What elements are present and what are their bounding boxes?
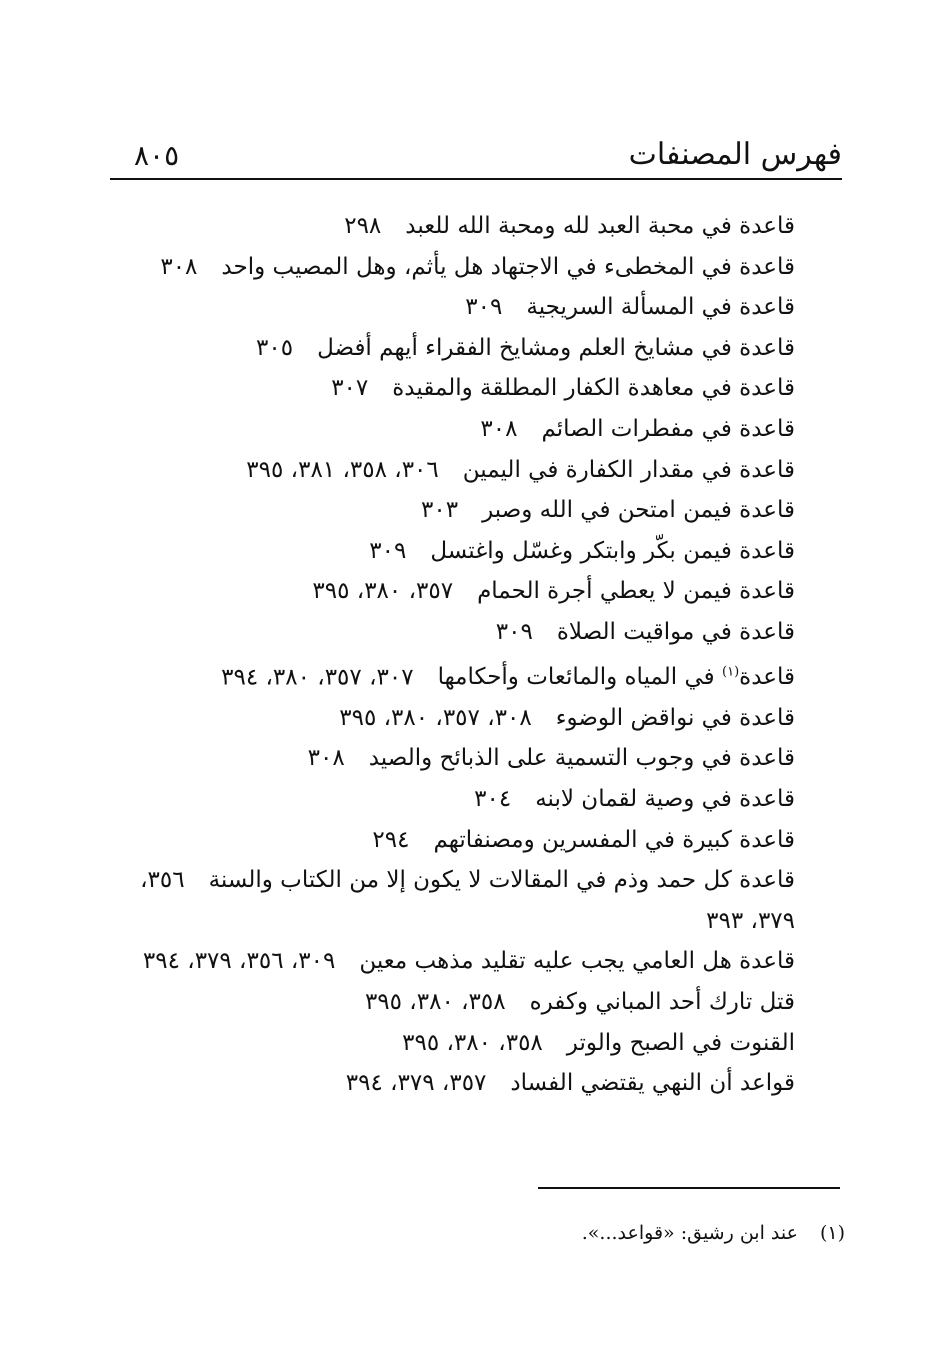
entry-title: قاعدة في محبة العبد لله ومحبة الله للعبد bbox=[405, 213, 795, 239]
entry-title: قاعدة في معاهدة الكفار المطلقة والمقيدة bbox=[392, 375, 795, 402]
entry-pages: ٣٠٩، ٣٥٦، ٣٧٩، ٣٩٤ bbox=[142, 948, 336, 975]
entry-pages: ٣٠٤ bbox=[474, 785, 512, 812]
index-entry bbox=[105, 368, 795, 409]
header-title: فهرس المصنفات bbox=[628, 137, 842, 172]
index-entry bbox=[105, 653, 795, 698]
entry-title-end: في المياه والمائعات وأحكامها bbox=[437, 664, 722, 691]
index-entry bbox=[105, 450, 795, 491]
entry-pages: ٣٠٨ bbox=[480, 415, 518, 442]
footnote bbox=[582, 1222, 845, 1244]
entry-title bbox=[438, 664, 795, 690]
entry-pages: ٣٠٣ bbox=[421, 497, 459, 524]
entry-title: قاعدة في وصية لقمان لابنه bbox=[535, 785, 795, 812]
entry-pages: ٣٠٨ bbox=[307, 745, 345, 772]
entry-pages: ٣٥٦، ٣٧٩، ٣٩٣ bbox=[140, 867, 795, 934]
index-entry bbox=[105, 982, 795, 1023]
entry-title: قاعدة في وجوب التسمية على الذبائح والصيد bbox=[368, 745, 795, 772]
index-entry bbox=[105, 738, 795, 779]
entry-pages: ٣٠٩ bbox=[369, 537, 407, 564]
index-entry bbox=[105, 1023, 795, 1064]
entry-title: قاعدة هل العامي يجب عليه تقليد مذهب معين bbox=[359, 948, 795, 975]
entry-title: قواعد أن النهي يقتضي الفساد bbox=[510, 1070, 795, 1097]
index-entry bbox=[105, 206, 795, 247]
footnote-text: عند ابن رشيق: «قواعد...». bbox=[581, 1222, 798, 1244]
entry-title: قاعدة فيمن بكّر وابتكر وغسّل واغتسل bbox=[430, 537, 795, 564]
index-entry bbox=[105, 612, 795, 653]
entry-pages: ٣٥٧، ٣٧٩، ٣٩٤ bbox=[345, 1070, 487, 1097]
entry-title: قاعدة فيمن امتحن في الله وصبر bbox=[482, 497, 795, 524]
entry-title: قاعدة في مقدار الكفارة في اليمين bbox=[462, 456, 795, 483]
index-entry bbox=[105, 490, 795, 531]
index-entry bbox=[105, 409, 795, 450]
index-entry bbox=[105, 1063, 795, 1104]
entry-title: قاعدة في نواقض الوضوء bbox=[555, 704, 795, 731]
entry-pages: ٣٠٨، ٣٥٧، ٣٨٠، ٣٩٥ bbox=[339, 704, 532, 731]
running-header bbox=[110, 130, 842, 180]
entry-title: قاعدة في مفطرات الصائم bbox=[541, 415, 795, 442]
index-entry bbox=[105, 941, 795, 982]
entry-title: قاعدة في مواقيت الصلاة bbox=[556, 618, 795, 645]
entry-pages: ٢٩٤ bbox=[372, 826, 410, 853]
index-entry bbox=[105, 571, 795, 612]
entry-title: القنوت في الصبح والوتر bbox=[566, 1029, 795, 1056]
index-entry bbox=[105, 287, 795, 328]
index-entry bbox=[105, 860, 795, 941]
entry-pages: ٣٠٩ bbox=[465, 294, 503, 321]
entry-title: قاعدة كل حمد وذم في المقالات لا يكون إلا من الكتاب والسنة bbox=[208, 867, 795, 894]
entry-pages: ٣٠٧، ٣٥٧، ٣٨٠، ٣٩٤ bbox=[221, 664, 414, 691]
index-entry bbox=[105, 531, 795, 572]
entry-pages: ٣٠٩ bbox=[495, 618, 533, 645]
entry-pages: ٣٥٧، ٣٨٠، ٣٩٥ bbox=[312, 578, 454, 605]
entry-pages: ٣٥٨، ٣٨٠، ٣٩٥ bbox=[364, 988, 506, 1015]
index-entry bbox=[105, 779, 795, 820]
footnote-divider bbox=[538, 1187, 840, 1189]
entry-title: قاعدة كبيرة في المفسرين ومصنفاتهم bbox=[433, 826, 795, 853]
footnote-number: (١) bbox=[819, 1222, 845, 1244]
index-entry bbox=[105, 820, 795, 861]
index-entry bbox=[105, 328, 795, 369]
entry-title-start: قاعدة bbox=[739, 664, 795, 691]
index-entry bbox=[105, 247, 795, 288]
entry-title: قاعدة في مشايخ العلم ومشايخ الفقراء أيهم أفضل bbox=[317, 334, 795, 361]
footnote-marker: (١) bbox=[722, 664, 740, 680]
entry-title: قاعدة في المخطىء في الاجتهاد هل يأثم، وهل المصيب واحد bbox=[221, 253, 795, 280]
entry-pages: ٣٠٧ bbox=[331, 375, 369, 402]
entry-pages: ٣٠٨ bbox=[160, 253, 198, 280]
entry-title: قاعدة فيمن لا يعطي أجرة الحمام bbox=[477, 578, 795, 605]
entry-title: قتل تارك أحد المباني وكفره bbox=[529, 988, 795, 1015]
entry-pages: ٢٩٨ bbox=[344, 213, 382, 239]
entry-title: قاعدة في المسألة السريجية bbox=[526, 294, 795, 321]
index-entries bbox=[105, 206, 795, 1104]
entry-pages: ٣٠٦، ٣٥٨، ٣٨١، ٣٩٥ bbox=[246, 456, 439, 483]
entry-pages: ٣٠٥ bbox=[256, 334, 294, 361]
page-number: ٨٠٥ bbox=[134, 139, 180, 172]
index-entry bbox=[105, 698, 795, 739]
entry-pages: ٣٥٨، ٣٨٠، ٣٩٥ bbox=[402, 1029, 543, 1056]
